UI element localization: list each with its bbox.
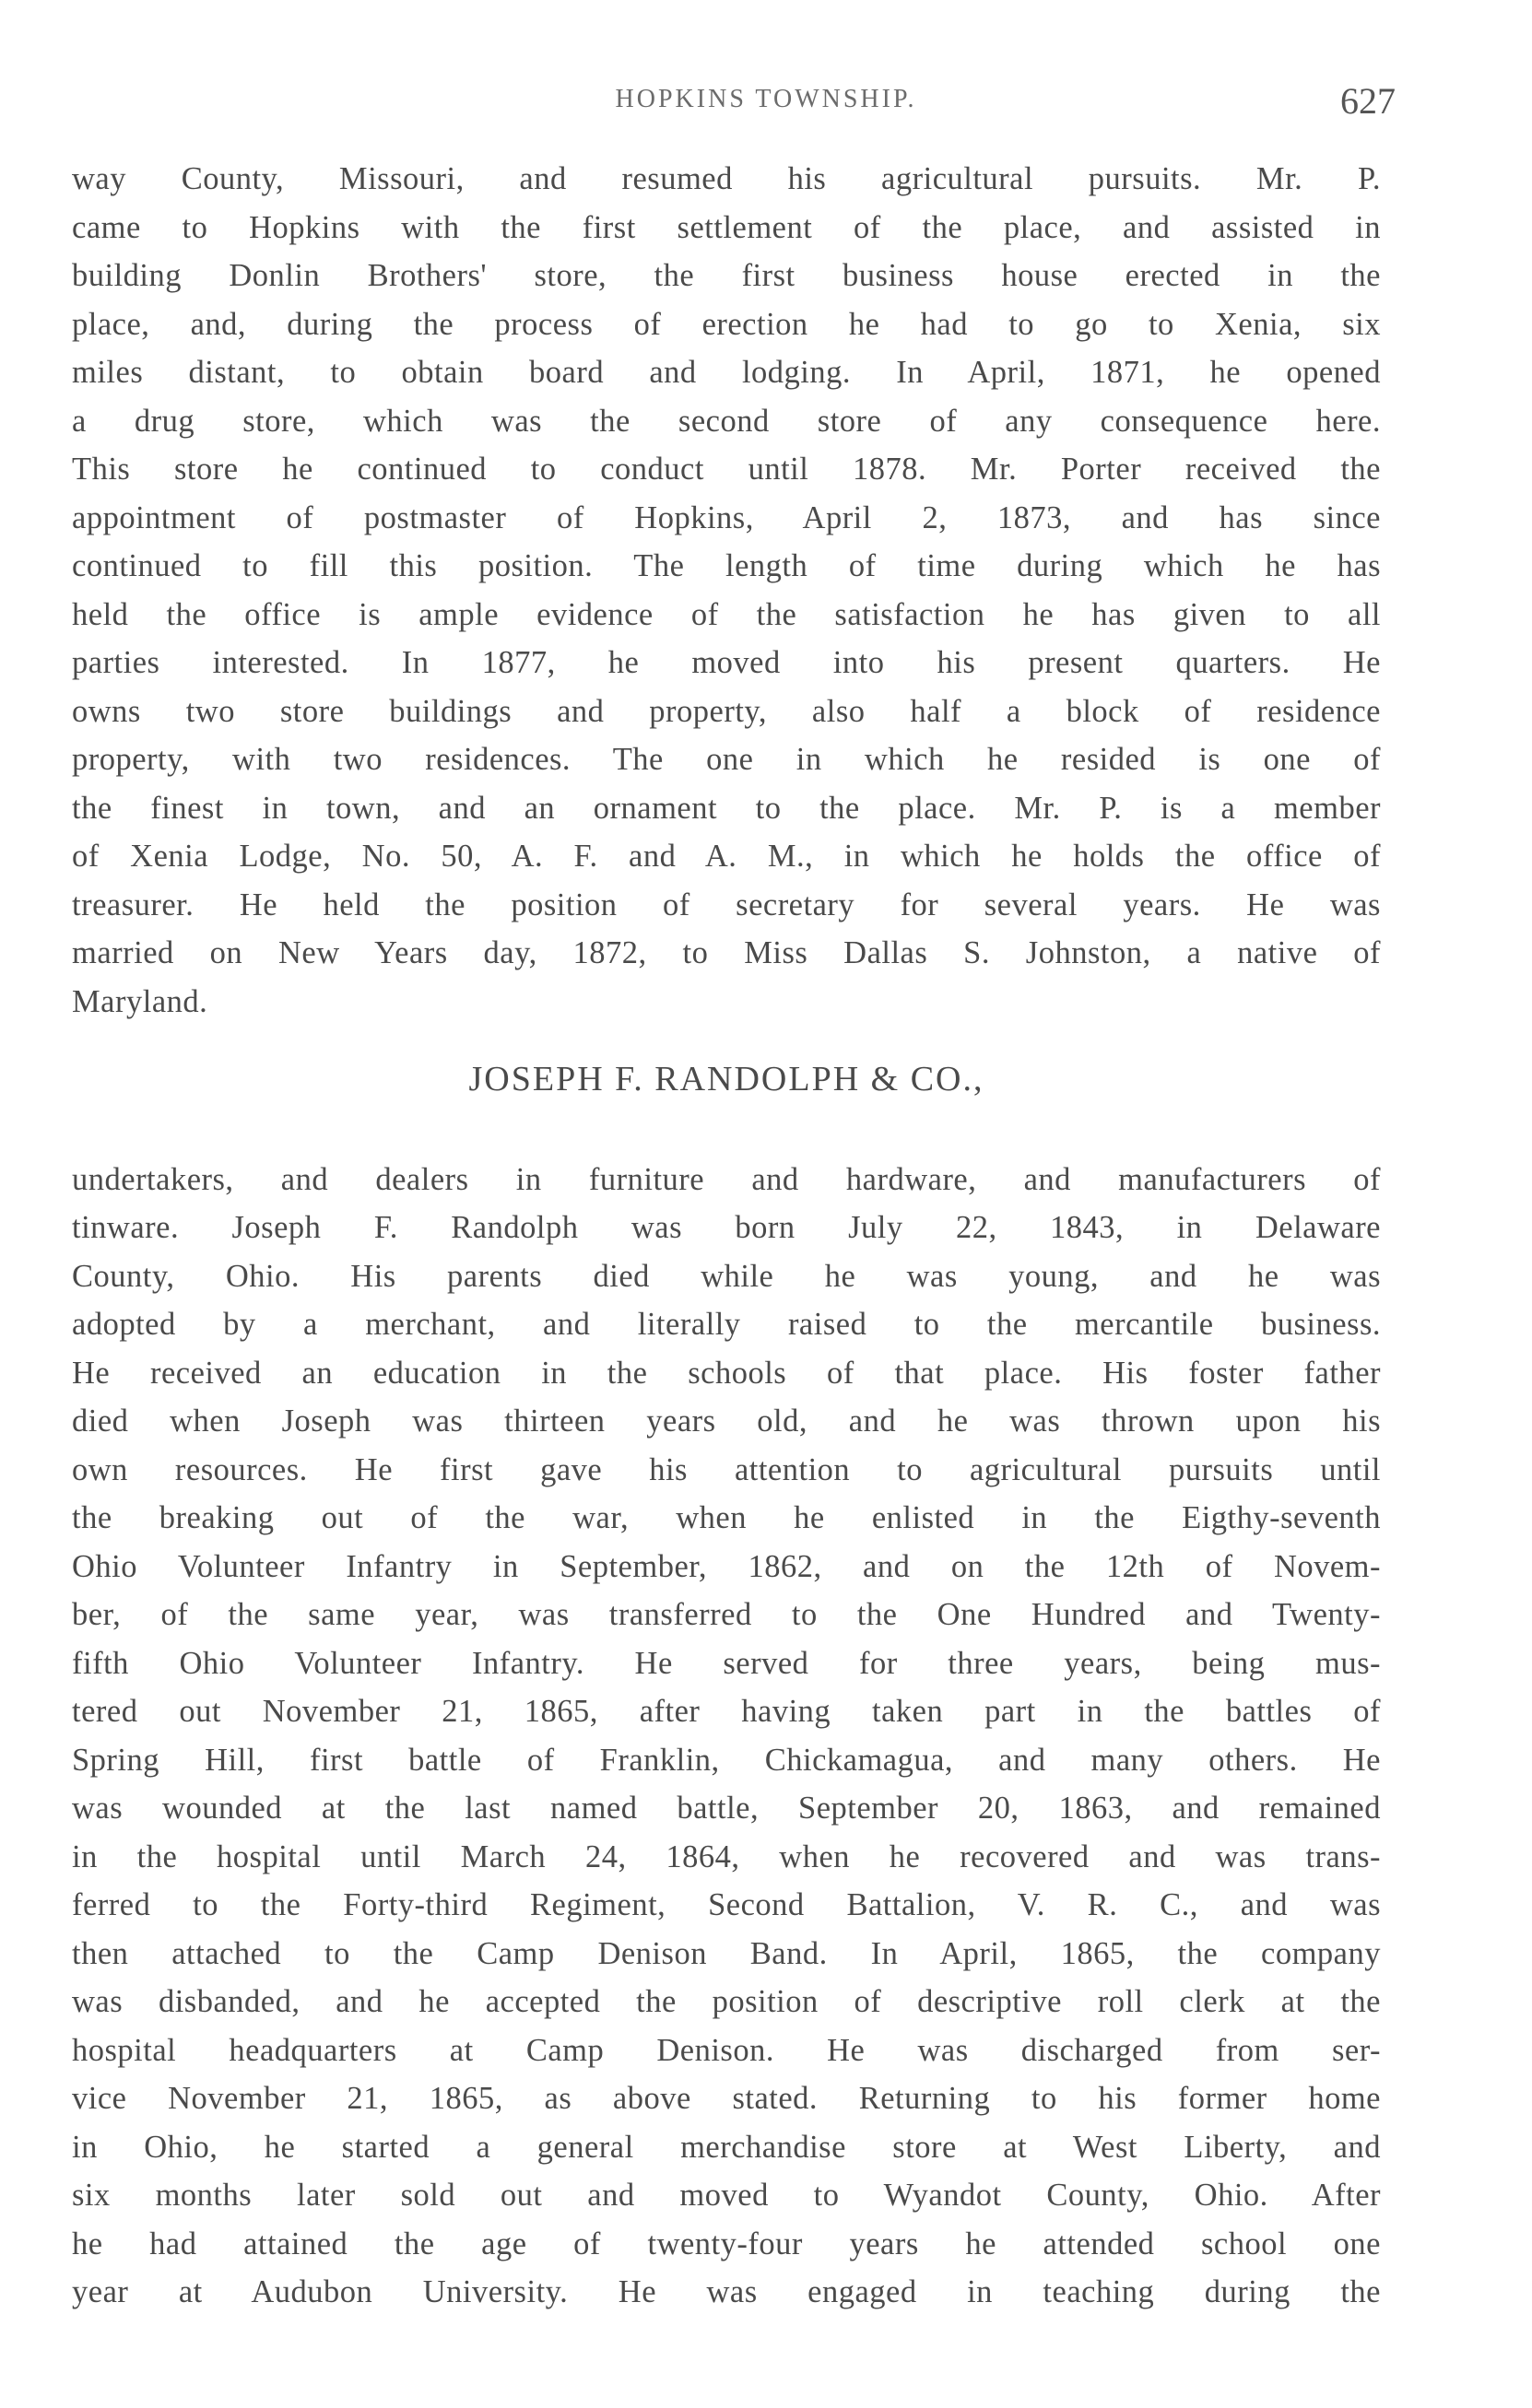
- text-line: fifth Ohio Volunteer Infantry. He served for three years, being mus-: [72, 1645, 1381, 1681]
- text-line: This store he continued to conduct until 1878. Mr. Porter received the: [72, 452, 1381, 487]
- text-line: the breaking out of the war, when he enlisted in the Eigthy-seventh: [72, 1500, 1381, 1535]
- text-line: hospital headquarters at Camp Denison. He was discharged from ser-: [72, 2032, 1381, 2068]
- text-line: in the hospital until March 24, 1864, when he recovered and was trans-: [72, 1838, 1381, 1874]
- text-line: treasurer. He held the position of secretary for several years. He was: [72, 887, 1381, 922]
- text-line: ber, of the same year, was transferred to the One Hundred and Twenty-: [72, 1597, 1381, 1632]
- body-text: [72, 155, 1381, 2317]
- section-heading: JOSEPH F. RANDOLPH & CO.,: [468, 1060, 984, 1098]
- text-line: own resources. He first gave his attention to agricultural pursuits until: [72, 1451, 1381, 1487]
- text-line: Maryland.: [72, 983, 208, 1019]
- text-line: was wounded at the last named battle, September 20, 1863, and remained: [72, 1791, 1381, 1826]
- text-line: parties interested. In 1877, he moved into his present quarters. He: [72, 645, 1381, 680]
- running-title: HOPKINS TOWNSHIP.: [615, 85, 917, 113]
- text-line: held the office is ample evidence of the satisfaction he has given to all: [72, 596, 1381, 632]
- text-line: continued to fill this position. The length of time during which he has: [72, 548, 1381, 583]
- running-head: [0, 80, 1532, 122]
- text-line: in Ohio, he started a general merchandise store at West Liberty, and: [72, 2129, 1381, 2165]
- text-line: then attached to the Camp Denison Band. In April, 1865, the company: [72, 1935, 1381, 1971]
- text-line: died when Joseph was thirteen years old, and he was thrown upon his: [72, 1404, 1381, 1439]
- text-line: adopted by a merchant, and literally raised to the mercantile business.: [72, 1307, 1381, 1342]
- text-line: tered out November 21, 1865, after having taken part in the battles of: [72, 1694, 1381, 1729]
- text-line: property, with two residences. The one in which he resided is one of: [72, 742, 1381, 777]
- text-line: came to Hopkins with the first settlement of the place, and assisted in: [72, 209, 1381, 245]
- text-line: County, Ohio. His parents died while he was young, and he was: [72, 1258, 1381, 1294]
- text-line: year at Audubon University. He was engaged in teaching during the: [72, 2274, 1381, 2309]
- text-line: miles distant, to obtain board and lodging. In April, 1871, he opened: [72, 355, 1381, 390]
- paragraph-randolph: [72, 1156, 1381, 2317]
- text-line: vice November 21, 1865, as above stated. Returning to his former home: [72, 2081, 1381, 2116]
- text-line: appointment of postmaster of Hopkins, April 2, 1873, and has since: [72, 499, 1381, 535]
- text-line: married on New Years day, 1872, to Miss Dallas S. Johnston, a native of: [72, 935, 1381, 970]
- text-line: ferred to the Forty-third Regiment, Second Battalion, V. R. C., and was: [72, 1887, 1381, 1922]
- text-line: building Donlin Brothers' store, the first business house erected in the: [72, 258, 1381, 293]
- text-line: Ohio Volunteer Infantry in September, 1862, and on the 12th of Novem-: [72, 1548, 1381, 1584]
- text-line: He received an education in the schools of that place. His foster father: [72, 1355, 1381, 1391]
- text-line: the finest in town, and an ornament to the place. Mr. P. is a member: [72, 790, 1381, 826]
- text-line: way County, Missouri, and resumed his agricultural pursuits. Mr. P.: [72, 161, 1381, 196]
- text-line: place, and, during the process of erection he had to go to Xenia, six: [72, 306, 1381, 342]
- text-line: of Xenia Lodge, No. 50, A. F. and A. M., in which he holds the office of: [72, 839, 1381, 874]
- text-line: was disbanded, and he accepted the position of descriptive roll clerk at the: [72, 1984, 1381, 2019]
- text-line: tinware. Joseph F. Randolph was born July 22, 1843, in Delaware: [72, 1210, 1381, 1245]
- page-number: 627: [1340, 80, 1396, 122]
- text-line: Spring Hill, first battle of Franklin, Chickamagua, and many others. He: [72, 1742, 1381, 1778]
- text-line: six months later sold out and moved to Wyandot County, Ohio. After: [72, 2178, 1381, 2213]
- text-line: undertakers, and dealers in furniture and hardware, and manufacturers of: [72, 1161, 1381, 1197]
- paragraph-porter: [72, 155, 1381, 1026]
- text-line: he had attained the age of twenty-four years he attended school one: [72, 2226, 1381, 2261]
- text-line: a drug store, which was the second store of any consequence here.: [72, 403, 1381, 439]
- text-line: owns two store buildings and property, also half a block of residence: [72, 693, 1381, 729]
